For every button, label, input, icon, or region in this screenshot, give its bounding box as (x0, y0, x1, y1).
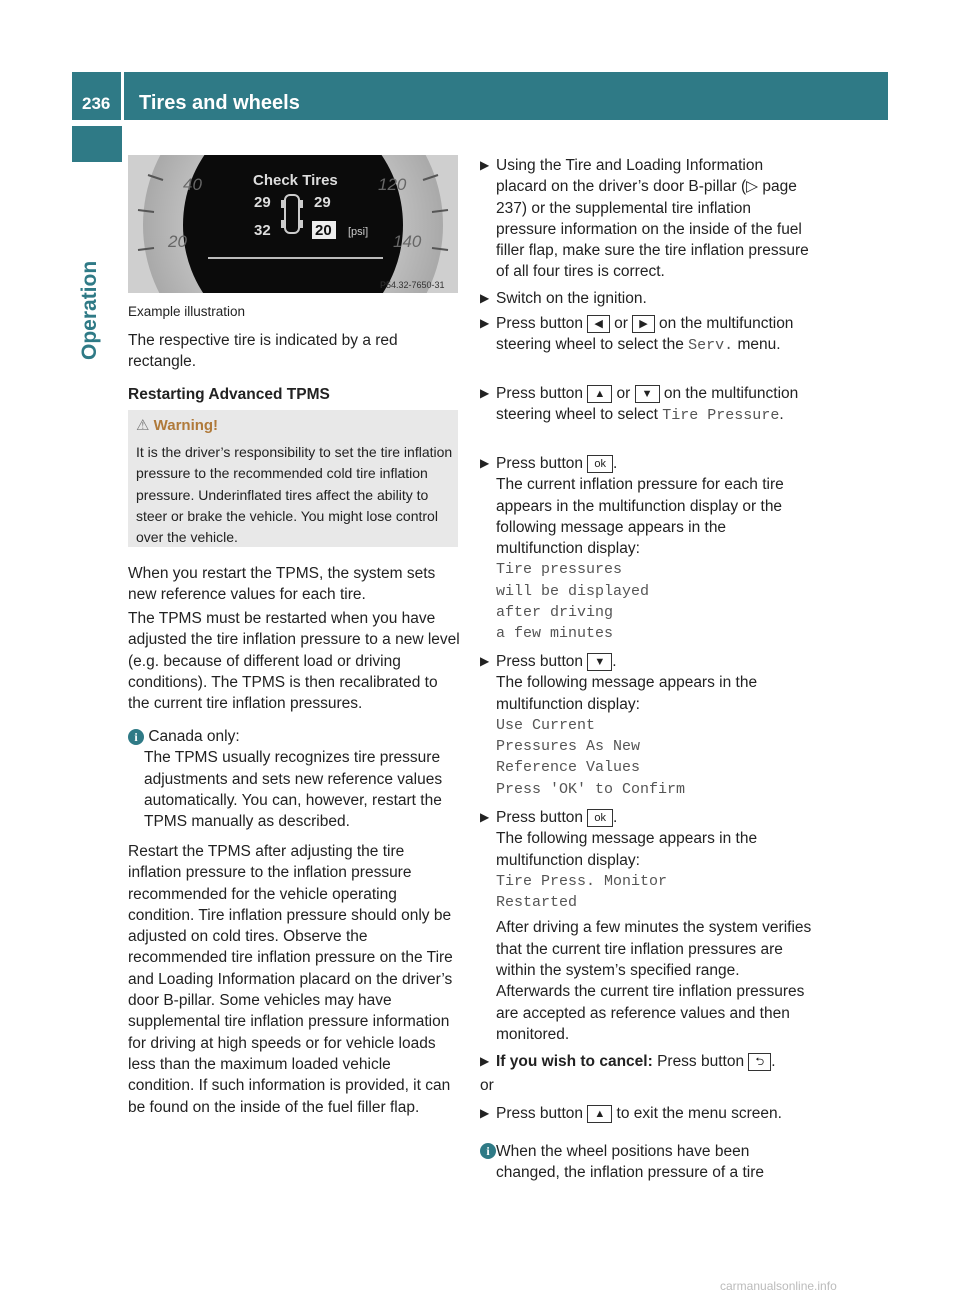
speed-label: 20 (168, 232, 187, 251)
info-text: The TPMS usually recognizes tire pressure adjustments and sets new reference values automatically. You can, however, restart the TPMS manually as described. (144, 749, 443, 831)
step-text: Switch on the ignition. (496, 290, 647, 307)
step-text: Press button (496, 809, 584, 826)
paragraph: Restart the TPMS after adjusting the tire inflation pressure to the inflation pressure recommended for the vehicle operating condition. Tire inflation pressure should only be adjusted on cold tires. Observe the recommended tire inflation pressure on the Tire and Loading Information placard on the driver’s door B-pillar. Some vehicles may have supplemental tire inflation pressure information for driving at high speeds or for vehicle loads less than the maximum loaded vehicle condition. If such information is provided, it can be found on the inside of the fuel filler flap. (128, 843, 453, 1116)
back-key-icon: ⮌ (748, 1053, 771, 1071)
tire-front-left: 29 (254, 194, 271, 211)
section-heading: Restarting Advanced TPMS (128, 386, 330, 403)
display-message: Reference Values (496, 759, 641, 777)
step-arrow-icon: ▶ (480, 386, 490, 400)
chapter-label: Operation (78, 260, 101, 360)
menu-name: Serv. (688, 337, 734, 355)
info-note (128, 726, 460, 832)
page-number-box (72, 72, 124, 120)
display-message: Restarted (496, 894, 578, 912)
warning-icon: ⚠ (136, 417, 150, 434)
tire-rear-left: 32 (254, 222, 271, 239)
warning-title: Warning! (153, 417, 219, 434)
right-arrow-key-icon: ▶ (632, 315, 654, 333)
step-text: Press button (496, 653, 584, 670)
pressure-unit: [psi] (348, 226, 369, 238)
step: ▶ Press button ok . The current inflation pressure for each tire appears in the multifunction display or the following message appears in the multifunction display: Tire pressures will be displayed after driving a few minutes (480, 453, 814, 645)
ok-key-icon: ok (587, 809, 613, 827)
info-icon: i (480, 1143, 496, 1159)
speed-label: 120 (378, 175, 407, 194)
step-text: Press button (496, 385, 584, 402)
step (480, 1103, 814, 1124)
step-text: Using the Tire and Loading Information placard on the driver’s door B-pillar (▷ page 237) or the supplemental tire inflation pressure information on the inside of the fuel filler flap, make sure the tire inflation pressure of all four tires is correct. (496, 157, 809, 281)
menu-name: Tire Pressure (662, 407, 780, 425)
display-title: Check Tires (253, 172, 338, 189)
display-message: Pressures As New (496, 738, 641, 756)
step-text: Press button (496, 315, 584, 332)
step (480, 288, 814, 309)
step-text: After driving a few minutes the system verifies that the current tire inflation pressures are within the system’s specified range. Afterwards the current tire inflation pressures are accepted as reference values and then monitored. (496, 919, 812, 1043)
step-text: to exit the menu screen. (616, 1105, 782, 1122)
step-text: Press button (496, 1105, 584, 1122)
step-text: The following message appears in the multifunction display: (496, 830, 758, 869)
step-arrow-icon: ▶ (480, 654, 490, 668)
step-arrow-icon: ▶ (480, 1054, 490, 1068)
step-arrow-icon: ▶ (480, 456, 490, 470)
warning-box (128, 410, 458, 547)
check-tires-illustration (128, 155, 458, 293)
or-text: or (480, 1077, 494, 1094)
step-text: on the multifunction steering wheel to select (496, 385, 799, 424)
down-arrow-key-icon: ▼ (587, 653, 612, 671)
display-message: a few minutes (496, 625, 614, 643)
step-text: on the multifunction steering wheel to select the (496, 315, 794, 354)
step-arrow-icon: ▶ (480, 810, 490, 824)
info-icon: i (128, 729, 144, 745)
ok-key-icon: ok (587, 455, 613, 473)
speed-label: 140 (393, 232, 422, 251)
chapter-marker (72, 126, 122, 162)
step-text: menu. (737, 336, 781, 354)
left-arrow-key-icon: ◀ (587, 315, 609, 333)
up-arrow-key-icon: ▲ (587, 385, 612, 403)
step: ▶ Press button ok . The following message appears in the multifunction display: Tire Press. Monitor Restarted After driving a few minutes the system verifies that the current tire inflation pressures are within the system’s specified range. Afterwards the current tire inflation pressures are accepted as reference values and then monitored. (480, 807, 814, 1045)
figure-ref: P54.32-7650-31 (380, 280, 445, 290)
step-arrow-icon: ▶ (480, 158, 490, 172)
step: ▶ Press button ▼ . The following message appears in the multifunction display: Use Current Pressures As New Reference Values Press 'OK' to Confirm (480, 651, 814, 800)
info-note (480, 1141, 814, 1184)
step-text: The following message appears in the multifunction display: (496, 674, 758, 713)
up-arrow-key-icon: ▲ (587, 1105, 612, 1123)
warning-text: It is the driver’s responsibility to set the tire inflation pressure to the recommended cold tire inflation pressure. Underinflated tires affect the ability to steer or brake the vehicle. You might lose control over the vehicle. (136, 444, 453, 546)
tire-rear-right: 20 (315, 222, 332, 239)
tire-front-right: 29 (314, 194, 331, 211)
step-text: or (614, 315, 628, 332)
instrument-cluster-graphic (128, 155, 458, 293)
page-header (72, 72, 888, 120)
step: ▶ Press button ▲ or ▼ on the multifunction steering wheel to select Tire Pressure. (480, 385, 799, 425)
figure-caption: Example illustration (128, 304, 246, 319)
page-number: 236 (82, 94, 111, 113)
step-arrow-icon: ▶ (480, 316, 490, 330)
display-message: Use Current (496, 716, 596, 734)
step: ▶ If you wish to cancel: Press button ⮌ . (480, 1051, 814, 1072)
paragraph: The respective tire is indicated by a red rectangle. (128, 332, 398, 371)
step-text: or (616, 385, 631, 402)
paragraph: The TPMS must be restarted when you have adjusted the tire inflation pressure to a new level (e.g. because of different load or driving conditions). The TPMS is then recalibrated to the current tire inflation pressures. (128, 610, 460, 713)
step (480, 155, 814, 283)
step-label: If you wish to cancel: (496, 1053, 653, 1070)
speed-label: 40 (183, 175, 202, 194)
display-message: Tire pressures (496, 561, 623, 579)
watermark: carmanualsonline.info (720, 1279, 837, 1293)
step (480, 313, 814, 357)
step-text: The current inflation pressure for each tire appears in the multifunction display or the following message appears in the multifunction display: (496, 476, 784, 558)
step-arrow-icon: ▶ (480, 1106, 490, 1120)
display-message: will be displayed (496, 582, 650, 600)
paragraph: When you restart the TPMS, the system sets new reference values for each tire. (128, 565, 436, 604)
down-arrow-key-icon: ▼ (635, 385, 660, 403)
info-title: Canada only: (148, 728, 240, 745)
section-title: Tires and wheels (139, 92, 300, 114)
step-text: Press button (657, 1053, 745, 1070)
warning-header (136, 416, 218, 434)
step-text: Press button (496, 455, 584, 472)
display-message: Press 'OK' to Confirm (496, 780, 686, 798)
display-message: after driving (496, 604, 614, 622)
step-arrow-icon: ▶ (480, 291, 490, 305)
info-text: When the wheel positions have been changed, the inflation pressure of a tire (496, 1143, 764, 1182)
display-message: Tire Press. Monitor (496, 872, 668, 890)
